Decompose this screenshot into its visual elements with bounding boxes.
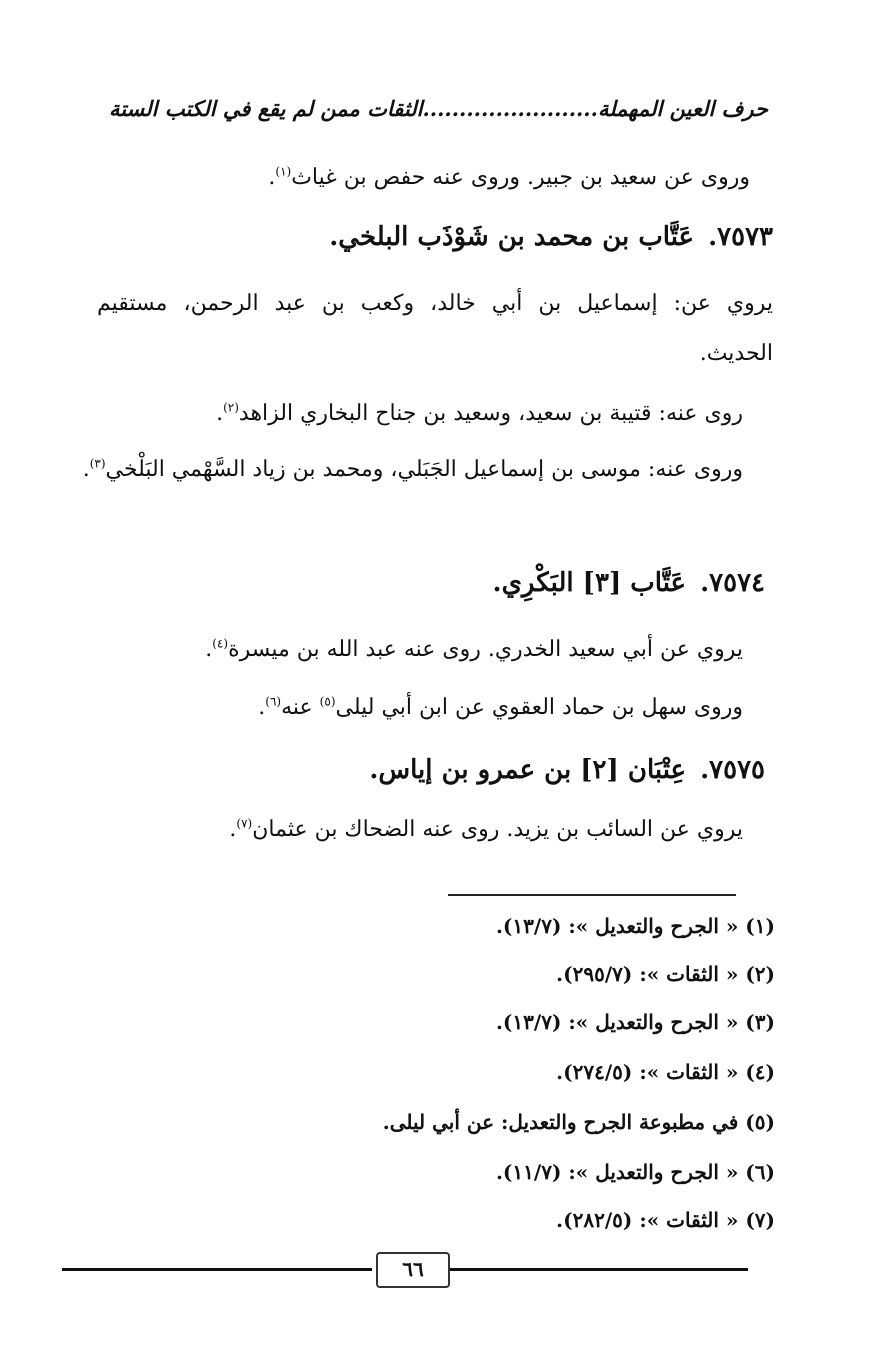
header-book-title: الثقات ممن لم يقع في الكتب الستة: [108, 96, 423, 121]
punct: .: [216, 401, 224, 426]
entry-line-text: يروي عن السائب بن يزيد. روى عنه الضحاك بن عثمان: [252, 817, 743, 842]
footnote-ref: (٥): [319, 694, 336, 709]
footer-rule-right: [448, 1268, 748, 1271]
punct: .: [82, 457, 90, 482]
entry-line: [700, 336, 773, 371]
entry-line-text: عنه: [281, 695, 320, 720]
entry-heading-7575: [369, 755, 765, 785]
entry-line: [229, 812, 743, 847]
entry-heading-7574: [493, 568, 765, 598]
entry-number: ٧٥٧٣.: [708, 222, 773, 252]
footnote-ref: (٣): [89, 456, 106, 471]
footnote-ref: (١): [275, 164, 292, 179]
intro-line: وروى عن سعيد بن جبير. وروى عنه حفص بن غياث$^{(١)}$.: [268, 164, 750, 190]
entry-line-text: وروى سهل بن حماد العقوي عن ابن أبي ليلى: [335, 695, 743, 720]
footnote-1: (١) « الجرح والتعديل »: (١٣/٧).: [495, 914, 775, 938]
header-chapter: حرف العين المهملة: [597, 96, 768, 121]
entry-line-text: وروى عنه: موسى بن إسماعيل الجَبَلي، ومحمد بن زياد السَّهْمي البَلْخي: [105, 457, 743, 482]
footnote-2: (٢) « الثقات »: (٢٩٥/٧).: [556, 962, 775, 986]
entry-line: [205, 632, 743, 667]
footnote-6: (٦) « الجرح والتعديل »: (١١/٧).: [495, 1160, 775, 1184]
entry-number: ٧٥٧٤.: [700, 568, 765, 598]
entry-line: [83, 452, 743, 487]
running-header: [108, 96, 768, 121]
page-number: ٦٦: [376, 1252, 450, 1288]
entry-line-text: يروي عن أبي سعيد الخدري. روى عنه عبد الله بن ميسرة: [228, 637, 743, 662]
entry-line: [258, 690, 743, 725]
entry-line: [216, 396, 743, 431]
footnote-5: (٥) في مطبوعة الجرح والتعديل: عن أبي ليلى.: [382, 1110, 775, 1134]
footnote-ref: (٦): [265, 694, 282, 709]
footnote-ref: (٢): [223, 400, 239, 415]
header-dots: ........................: [422, 96, 598, 121]
footnote-ref: (٤): [212, 636, 229, 651]
punct: .: [229, 817, 237, 842]
footnote-4: (٤) « الثقات »: (٢٧٤/٥).: [556, 1060, 775, 1084]
punct: .: [205, 637, 213, 662]
footnote-separator: [448, 894, 736, 896]
footnote-ref: (٧): [236, 816, 253, 831]
footnote-7: (٧) « الثقات »: (٢٨٢/٥).: [556, 1208, 775, 1232]
entry-name: عِتْبَان [٢] بن عمرو بن إياس.: [369, 755, 687, 785]
entry-line-text: يروي عن: إسماعيل بن أبي خالد، وكعب بن عبد الرحمن، مستقيم: [97, 291, 773, 316]
footer-rule-left: [62, 1268, 372, 1271]
entry-line-text: روى عنه: قتيبة بن سعيد، وسعيد بن جناح البخاري الزاهد: [238, 401, 743, 426]
footnote-3: (٣) « الجرح والتعديل »: (١٣/٧).: [495, 1010, 775, 1034]
entry-name: عَتَّاب بن محمد بن شَوْذَب البلخي.: [329, 222, 695, 252]
entry-number: ٧٥٧٥.: [700, 755, 765, 785]
entry-heading-7573: [329, 222, 773, 252]
entry-line-text: الحديث.: [699, 341, 773, 366]
entry-line: [97, 286, 773, 321]
intro-text: وروى عن سعيد بن جبير. وروى عنه حفص بن غياث: [291, 165, 750, 190]
punct: .: [258, 695, 266, 720]
entry-name: عَتَّاب [٣] البَكْرِي.: [492, 568, 687, 598]
